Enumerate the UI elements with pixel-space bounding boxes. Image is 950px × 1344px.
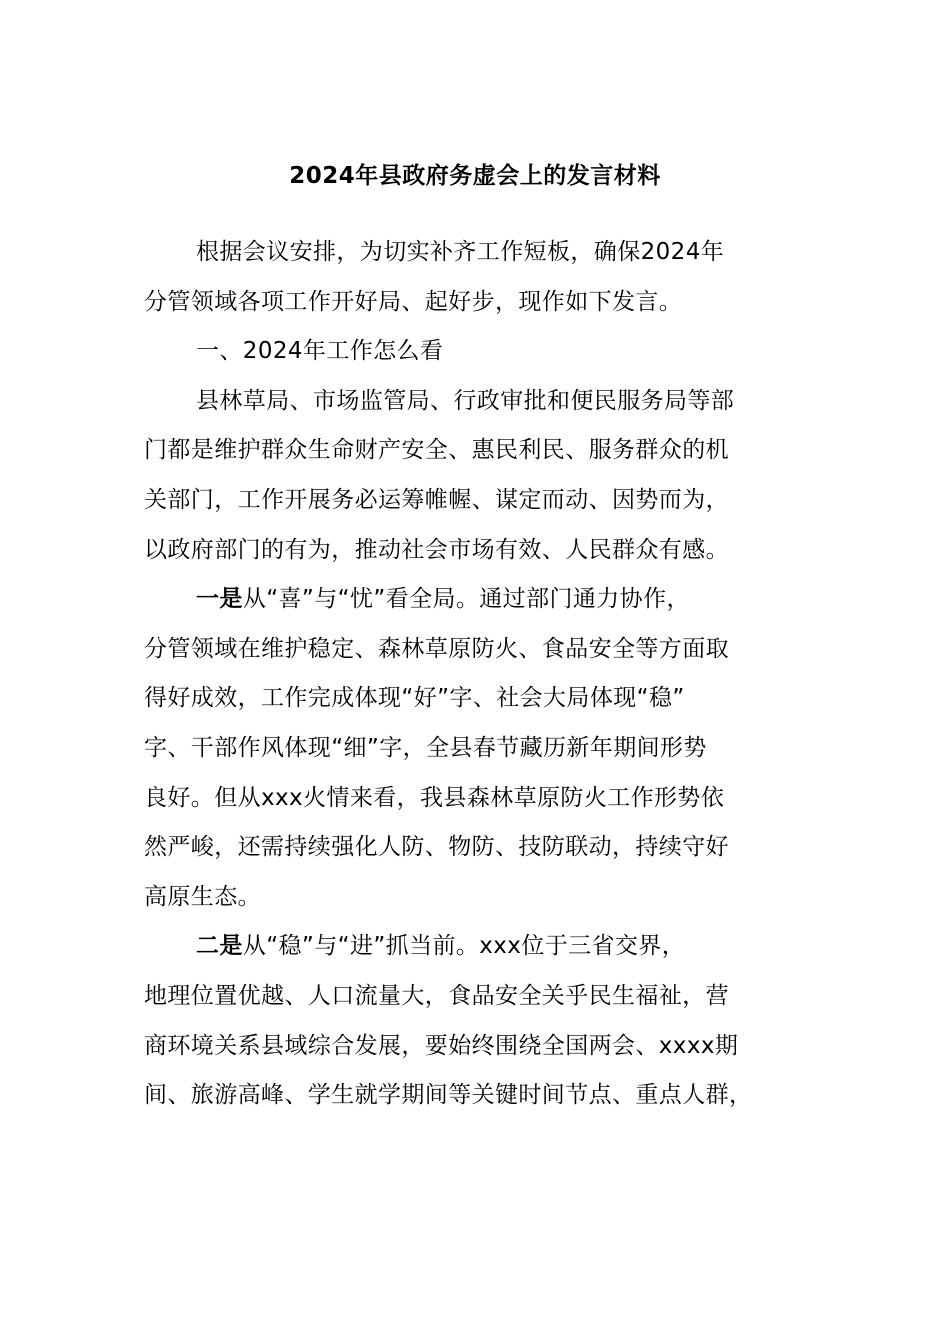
paragraph-line: 县林草局、市场监管局、行政审批和便民服务局等部 (196, 387, 735, 414)
paragraph-line (144, 575, 804, 625)
paragraph-line: 地理位置优越、人口流量大，食品安全关乎民生福祉，营 (144, 982, 729, 1009)
paragraph-line: 根据会议安排，为切实补齐工作短板，确保2024年 (196, 239, 725, 265)
paragraph-line: 字、干部作风体现“细”字，全县春节藏历新年期间形势 (144, 734, 707, 761)
paragraph-line: 以政府部门的有为，推动社会市场有效、人民群众有感。 (144, 536, 729, 563)
point-lead: 一是 (196, 586, 243, 613)
paragraph-line (144, 922, 804, 972)
paragraph-line-text: 从“稳”与“进”抓当前。xxx位于三省交界， (242, 933, 686, 960)
section-heading: 一、2024年工作怎么看 (196, 338, 444, 365)
paragraph-line: 间、旅游高峰、学生就学期间等关键时间节点、重点人群， (144, 1082, 753, 1109)
paragraph-line: 关部门，工作开展务必运筹帷幄、谋定而动、因势而为， (144, 486, 729, 513)
paragraph-line: 得好成效，工作完成体现“好”字、社会大局体现“稳” (144, 685, 685, 712)
point-lead: 二是 (196, 933, 243, 960)
document-body (144, 228, 804, 1121)
paragraph-line: 良好。但从xxx火情来看，我县森林草原防火工作形势依 (144, 784, 725, 811)
paragraph-line: 分管领域在维护稳定、森林草原防火、食品安全等方面取 (144, 635, 729, 662)
document-title: 2024年县政府务虚会上的发言材料 (289, 163, 661, 189)
paragraph-line: 门都是维护群众生命财产安全、惠民利民、服务群众的机 (144, 437, 729, 464)
paragraph-line: 高原生态。 (144, 883, 261, 910)
paragraph-line: 然严峻，还需持续强化人防、物防、技防联动，持续守好 (144, 834, 729, 861)
paragraph-line-text: 从“喜”与“忧”看全局。通过部门通力协作， (242, 586, 690, 613)
paragraph-line: 分管领域各项工作开好局、起好步，现作如下发言。 (144, 288, 683, 315)
paragraph-line: 商环境关系县域综合发展，要始终围绕全国两会、xxxx期 (144, 1032, 739, 1059)
